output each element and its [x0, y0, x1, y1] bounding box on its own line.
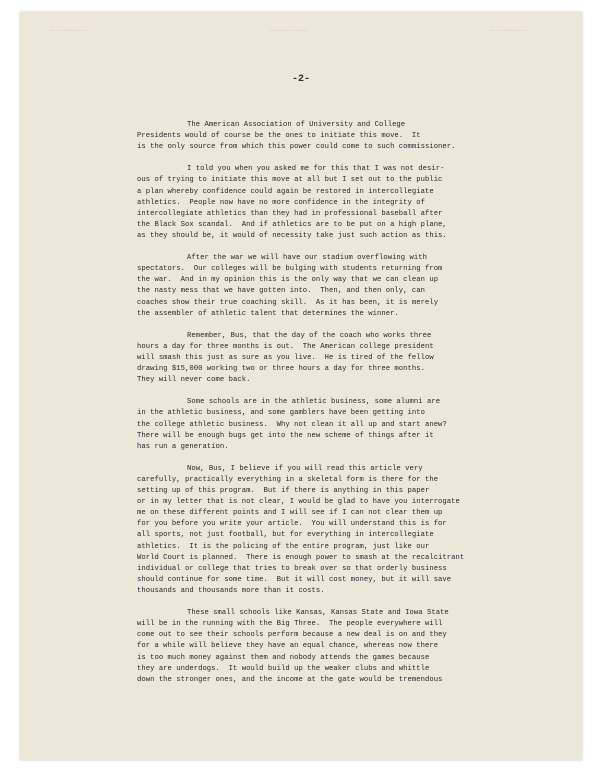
text-line: should continue for some time. But it will cost money, but it will save [137, 575, 452, 584]
text-line: They will never come back. [137, 376, 251, 385]
text-line: all sports, not just football, but for everything in intercollegiate [137, 531, 434, 540]
text-line: thousands and thousands more than it costs. [137, 586, 325, 595]
text-line: carefully, practically everything in a skeletal form is there for the [137, 476, 439, 484]
text-line: I told you when you asked me for this that I was not desir- [187, 165, 445, 174]
text-line: After the war we will have our stadium overflowing with [187, 254, 427, 263]
text-line: athletics. People now have no more confidence in the integrity of [137, 198, 425, 207]
text-line: for you before you write your article. You will understand this is for [137, 520, 447, 529]
paragraph [137, 608, 537, 686]
paragraph [137, 164, 537, 242]
text-line: intercollegiate athletics than they had in professional baseball after [137, 209, 443, 218]
paragraph [137, 120, 537, 153]
faint-mark-right: ────── [490, 26, 529, 36]
text-line: they are underdogs. It would build up the weaker clubs and whittle [137, 664, 430, 673]
paragraph [137, 331, 537, 386]
text-line: athletics. It is the policing of the entire program, just like our [137, 542, 430, 551]
letter-body [137, 120, 537, 697]
text-line: Presidents would of course be the ones to initiate this move. It [137, 132, 421, 141]
text-line: the Black Sox scandal. And if athletics are to be put on a high plane, [137, 220, 447, 229]
faint-mark-left: ────── [50, 26, 89, 36]
text-line: in the athletic business, and some gamblers have been getting into [137, 409, 425, 418]
text-line: the assembler of athletic talent that determines the winner. [137, 309, 399, 318]
text-line: is the only source from which this power could come to such commissioner. [137, 143, 456, 152]
text-line: will smash this just as sure as you live. He is tired of the fellow [137, 353, 434, 362]
text-line: The American Association of University and College [187, 121, 406, 129]
text-line: setting up of this program. But if there is anything in this paper [137, 487, 430, 496]
text-line: World Court is planned. There is enough power to smash at the recalcitrant [137, 553, 465, 562]
paragraph [137, 397, 537, 452]
text-line: Now, Bus, I believe if you will read this article very [187, 464, 423, 473]
text-line: Remember, Bus, that the day of the coach who works three [187, 331, 432, 340]
text-line: These small schools like Kansas, Kansas State and Iowa State [187, 609, 449, 618]
text-line: for a while will believe they have an equal chance, whereas now there [137, 642, 439, 651]
letter-page [20, 12, 582, 760]
text-line: the war. And in my opinion this is the only way that we can clean up [137, 276, 439, 285]
text-line: There will be enough bugs get into the new scheme of things after it [137, 431, 434, 440]
text-line: coaches show their true coaching skill. As it has been, it is merely [137, 298, 439, 307]
faint-mark-center: ────── [270, 26, 309, 36]
text-line: down the stronger ones, and the income at the gate would be tremendous [137, 675, 443, 684]
text-line: the nasty mess that we have gotten into. Then, and then only, can [137, 287, 425, 296]
text-line: come out to see their schools perform because a new deal is on and they [137, 631, 447, 640]
text-line: Some schools are in the athletic business, some alumni are [187, 398, 441, 407]
paragraph [137, 464, 537, 597]
text-line: as they should be, it would of necessity take just such action as this. [137, 231, 447, 240]
text-line: hours a day for three months is out. The American college president [137, 342, 434, 351]
text-line: has run a generation. [137, 442, 229, 451]
text-line: is too much money against them and nobody attends the games because [137, 653, 430, 662]
text-line: individual or college that tries to break over so that orderly business [137, 564, 447, 573]
text-line: me on these different points and I will see if I can not clear them up [137, 509, 443, 518]
text-line: will be in the running with the Big Three. The people everywhere will [137, 620, 443, 629]
text-line: or in my letter that is not clear, I would be glad to have you interrogate [137, 498, 460, 507]
text-line: drawing $15,000 working two or three hours a day for three months. [137, 365, 425, 374]
page-number: -2- [291, 74, 310, 85]
paragraph [137, 253, 537, 320]
text-line: ous of trying to initiate this move at all but I set out to the public [137, 176, 443, 185]
text-line: a plan whereby confidence could again be restored in intercollegiate [137, 187, 434, 196]
text-line: the college athletic business. Why not clean it all up and start anew? [137, 420, 447, 429]
text-line: spectators. Our colleges will be bulging with students returning from [137, 265, 443, 274]
